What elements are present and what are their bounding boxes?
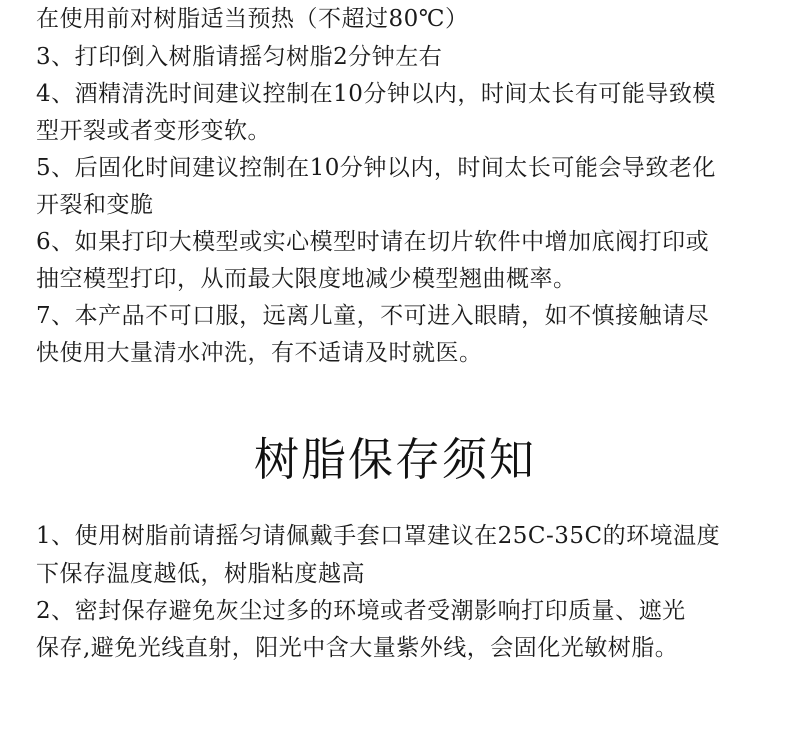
usage-note-line: 6、如果打印大模型或实心模型时请在切片软件中增加底阀打印或 [36,229,710,255]
usage-note-line: 7、本产品不可口服，远离儿童，不可进入眼睛，如不慎接触请尽 [36,303,710,329]
storage-section-title: 树脂保存须知 [253,433,536,486]
storage-note-line: 2、密封保存避免灰尘过多的环境或者受潮影响打印质量、遮光 [36,598,686,624]
usage-note-line: 开裂和变脆 [36,192,154,218]
usage-note-line: 抽空模型打印，从而最大限度地减少模型翘曲概率。 [36,266,577,292]
usage-note-line: 5、后固化时间建议控制在10分钟以内，时间太长可能会导致老化 [36,155,716,181]
usage-note-line: 3、打印倒入树脂请摇匀树脂2分钟左右 [36,44,443,70]
usage-note-line: 4、酒精清洗时间建议控制在10分钟以内，时间太长有可能导致模 [36,81,716,107]
storage-note-line: 保存,避免光线直射，阳光中含大量紫外线，会固化光敏树脂。 [36,635,679,661]
usage-note-line: 快使用大量清水冲洗，有不适请及时就医。 [36,340,483,366]
storage-note-line: 1、使用树脂前请摇匀请佩戴手套口罩建议在25C-35C的环境温度 [36,523,721,549]
usage-note-line: 在使用前对树脂适当预热（不超过80℃） [36,6,469,32]
storage-note-line: 下保存温度越低，树脂粘度越高 [36,561,365,587]
usage-note-line: 型开裂或者变形变软。 [36,118,271,144]
